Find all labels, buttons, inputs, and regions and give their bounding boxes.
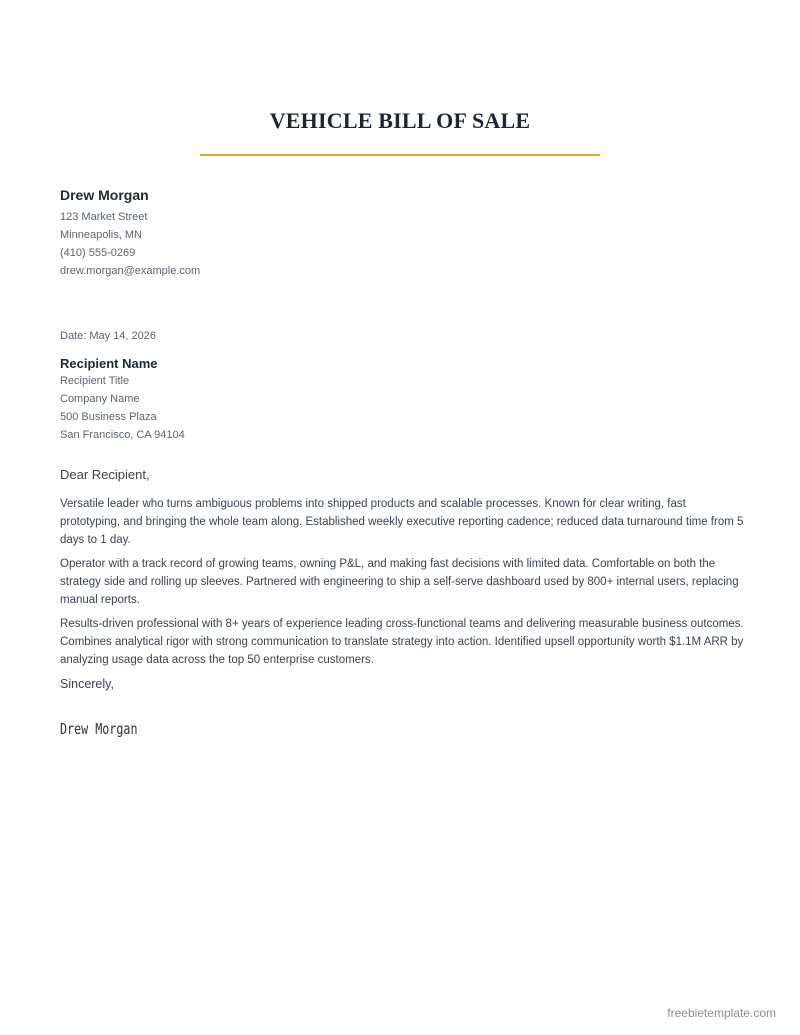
title-divider [200,154,600,156]
sender-name: Drew Morgan [60,187,149,203]
body-paragraph: Versatile leader who turns ambiguous problems into shipped products and scalable processes. Known for clear writing, fast prototyping, and bringing the whole team along. Established weekly executive reporting cadence; reduced data turnaround time from 5 days to 1 day. [60,498,744,546]
letter-body [60,495,744,675]
recipient-city: San Francisco, CA 94104 [60,429,185,441]
letter-date: Date: May 14, 2026 [60,330,157,342]
body-paragraph: Operator with a track record of growing teams, owning P&L, and making fast decisions with limited data. Comfortable on both the strategy side and rolling up sleeves. Partnered with engineering to ship a self-serve dashboard used by 800+ internal users, replacing manual reports. [60,558,739,606]
body-paragraph: Results-driven professional with 8+ years of experience leading cross-functional teams and delivering measurable business outcomes. Combines analytical rigor with strong communication to translate strategy into action. Identified upsell opportunity worth $1.1M ARR by analyzing usage data across the top 50 enterprise customers. [60,618,744,666]
sender-email: drew.morgan@example.com [60,265,201,277]
salutation: Dear Recipient, [60,467,150,482]
recipient-company: Company Name [60,393,140,405]
recipient-title: Recipient Title [60,375,130,387]
footer-source: freebietemplate.com [667,1006,776,1020]
recipient-address: 500 Business Plaza [60,411,157,423]
recipient-name: Recipient Name [60,356,158,371]
sender-city: Minneapolis, MN [60,229,142,241]
sender-phone: (410) 555-0269 [60,247,136,259]
document-title: VEHICLE BILL OF SALE [269,108,531,133]
closing: Sincerely, [60,677,114,691]
signature: Drew Morgan [60,720,138,738]
sender-address: 123 Market Street [60,211,148,223]
recipient-block [60,355,185,444]
sender-block [60,186,200,280]
